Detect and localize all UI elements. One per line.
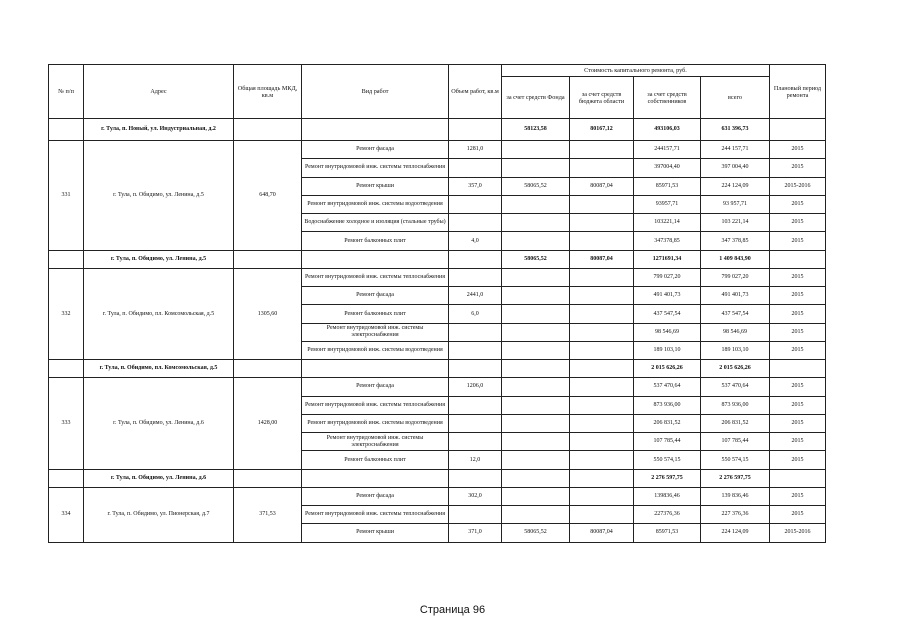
cost-total: 491 401,73 xyxy=(701,287,770,305)
cost-own: 437 547,54 xyxy=(634,305,701,323)
subtotal-address: г. Тула, п. Обидимо, ул. Ленина, д.6 xyxy=(84,469,234,487)
cost-own: 103221,14 xyxy=(634,214,701,232)
subtotal-own: 2 276 597,75 xyxy=(634,469,701,487)
cost-region xyxy=(570,195,634,213)
header-cost-group: Стоимость капитального ремонта, руб. xyxy=(502,65,770,77)
work-volume xyxy=(449,159,502,177)
header-address: Адрес xyxy=(84,65,234,119)
cost-region xyxy=(570,141,634,159)
repair-period: 2015 xyxy=(770,396,826,414)
cost-own: 93957,71 xyxy=(634,195,701,213)
header-num: № п/п xyxy=(49,65,84,119)
row-address: г. Тула, п. Обидимо, ул. Ленина, д.5 xyxy=(84,141,234,251)
cost-fund xyxy=(502,378,570,396)
repair-period: 2015 xyxy=(770,287,826,305)
repair-period: 2015 xyxy=(770,141,826,159)
cost-total: 537 470,64 xyxy=(701,378,770,396)
repair-period: 2015 xyxy=(770,506,826,524)
work-volume: 357,0 xyxy=(449,177,502,195)
cost-own: 537 470,64 xyxy=(634,378,701,396)
work-type: Ремонт внутридомовой инж. системы водоотведения xyxy=(302,195,449,213)
work-volume: 4,0 xyxy=(449,232,502,250)
cost-fund xyxy=(502,451,570,469)
row-address: г. Тула, п. Обидимо, ул. Пионерская, д.7 xyxy=(84,487,234,542)
work-volume xyxy=(449,506,502,524)
header-total: всего xyxy=(701,77,770,119)
work-volume: 1281,0 xyxy=(449,141,502,159)
table-row xyxy=(49,487,826,505)
work-type: Ремонт фасада xyxy=(302,487,449,505)
cost-fund xyxy=(502,341,570,359)
cost-region xyxy=(570,159,634,177)
work-volume xyxy=(449,341,502,359)
header-volume: Объем работ, кв.м xyxy=(449,65,502,119)
cost-fund xyxy=(502,159,570,177)
document-sheet xyxy=(48,64,822,543)
cost-fund xyxy=(502,323,570,341)
subtotal-own: 493106,03 xyxy=(634,119,701,141)
cost-fund xyxy=(502,506,570,524)
subtotal-total: 631 396,73 xyxy=(701,119,770,141)
cost-total: 437 547,54 xyxy=(701,305,770,323)
repair-period: 2015 xyxy=(770,433,826,451)
cost-total: 103 221,14 xyxy=(701,214,770,232)
cost-total: 139 836,46 xyxy=(701,487,770,505)
table-row xyxy=(49,378,826,396)
work-type: Ремонт внутридомовой инж. системы водоотведения xyxy=(302,414,449,432)
cost-total: 799 027,20 xyxy=(701,268,770,286)
cost-total: 189 103,10 xyxy=(701,341,770,359)
repair-period: 2015-2016 xyxy=(770,524,826,542)
subtotal-total: 1 409 843,90 xyxy=(701,250,770,268)
subtotal-fund: 58123,58 xyxy=(502,119,570,141)
subtotal-total: 2 015 626,26 xyxy=(701,360,770,378)
cost-total: 873 936,00 xyxy=(701,396,770,414)
row-address: г. Тула, п. Обидимо, пл. Комсомольская, д.5 xyxy=(84,268,234,359)
cost-fund xyxy=(502,287,570,305)
subtotal-region: 80087,04 xyxy=(570,250,634,268)
repair-period: 2015 xyxy=(770,232,826,250)
subtotal-own: 2 015 626,26 xyxy=(634,360,701,378)
cost-total: 107 785,44 xyxy=(701,433,770,451)
cost-region xyxy=(570,506,634,524)
work-type: Ремонт крыши xyxy=(302,177,449,195)
table-body xyxy=(49,119,826,543)
row-num: 333 xyxy=(49,378,84,469)
subtotal-row xyxy=(49,250,826,268)
cost-region xyxy=(570,305,634,323)
cost-fund xyxy=(502,487,570,505)
cost-total: 550 574,15 xyxy=(701,451,770,469)
repair-period: 2015 xyxy=(770,341,826,359)
capital-repair-table xyxy=(48,64,826,543)
repair-period: 2015 xyxy=(770,451,826,469)
repair-period: 2015 xyxy=(770,268,826,286)
header-region: за счет средств бюджета области xyxy=(570,77,634,119)
cost-fund xyxy=(502,232,570,250)
header-period: Плановый период ремонта xyxy=(770,65,826,119)
work-volume xyxy=(449,396,502,414)
row-area: 1428,00 xyxy=(234,378,302,469)
cost-total: 98 546,69 xyxy=(701,323,770,341)
subtotal-total: 2 276 597,75 xyxy=(701,469,770,487)
cost-region xyxy=(570,378,634,396)
work-type: Ремонт балконных плит xyxy=(302,232,449,250)
subtotal-row xyxy=(49,119,826,141)
work-type: Ремонт внутридомовой инж. системы теплоснабжения xyxy=(302,506,449,524)
work-type: Ремонт внутридомовой инж. системы теплоснабжения xyxy=(302,268,449,286)
cost-own: 550 574,15 xyxy=(634,451,701,469)
work-volume: 371,0 xyxy=(449,524,502,542)
cost-fund xyxy=(502,396,570,414)
table-row xyxy=(49,141,826,159)
repair-period: 2015 xyxy=(770,487,826,505)
cost-own: 189 103,10 xyxy=(634,341,701,359)
cost-total: 224 124,09 xyxy=(701,177,770,195)
row-address: г. Тула, п. Обидимо, ул. Ленина, д.6 xyxy=(84,378,234,469)
cost-region xyxy=(570,323,634,341)
cost-total: 347 378,85 xyxy=(701,232,770,250)
work-volume xyxy=(449,214,502,232)
cost-region: 80087,04 xyxy=(570,524,634,542)
subtotal-address: г. Тула, п. Обидимо, пл. Комсомольская, д.5 xyxy=(84,360,234,378)
subtotal-address: г. Тула, п. Обидимо, ул. Ленина, д.5 xyxy=(84,250,234,268)
cost-own: 139836,46 xyxy=(634,487,701,505)
cost-total: 206 831,52 xyxy=(701,414,770,432)
work-volume: 6,0 xyxy=(449,305,502,323)
repair-period: 2015 xyxy=(770,159,826,177)
subtotal-fund: 58065,52 xyxy=(502,250,570,268)
subtotal-own: 1271691,34 xyxy=(634,250,701,268)
cost-own: 227376,36 xyxy=(634,506,701,524)
work-type: Ремонт балконных плит xyxy=(302,451,449,469)
repair-period: 2015 xyxy=(770,214,826,232)
cost-fund xyxy=(502,195,570,213)
cost-fund: 58065,52 xyxy=(502,177,570,195)
cost-region xyxy=(570,268,634,286)
work-type: Ремонт внутридомовой инж. системы теплоснабжения xyxy=(302,159,449,177)
header-area: Общая площадь МКД, кв.м xyxy=(234,65,302,119)
work-type: Ремонт балконных плит xyxy=(302,305,449,323)
subtotal-fund xyxy=(502,469,570,487)
row-area: 371,53 xyxy=(234,487,302,542)
subtotal-address: г. Тула, п. Новый, ул. Индустриальная, д.2 xyxy=(84,119,234,141)
cost-region xyxy=(570,487,634,505)
row-num: 331 xyxy=(49,141,84,251)
work-volume xyxy=(449,268,502,286)
cost-fund xyxy=(502,414,570,432)
cost-own: 244157,71 xyxy=(634,141,701,159)
row-num: 332 xyxy=(49,268,84,359)
cost-total: 224 124,09 xyxy=(701,524,770,542)
work-volume: 12,0 xyxy=(449,451,502,469)
row-num: 334 xyxy=(49,487,84,542)
work-type: Ремонт фасада xyxy=(302,141,449,159)
cost-fund xyxy=(502,305,570,323)
work-type: Водоснабжение холодное и изоляция (стальные трубы) xyxy=(302,214,449,232)
cost-own: 347378,85 xyxy=(634,232,701,250)
page-number: Страница 96 xyxy=(419,604,486,616)
subtotal-fund xyxy=(502,360,570,378)
cost-own: 107 785,44 xyxy=(634,433,701,451)
cost-fund xyxy=(502,214,570,232)
cost-own: 491 401,73 xyxy=(634,287,701,305)
subtotal-row xyxy=(49,469,826,487)
cost-own: 799 027,20 xyxy=(634,268,701,286)
cost-own: 397004,40 xyxy=(634,159,701,177)
cost-own: 85971,53 xyxy=(634,177,701,195)
header-work-type: Вид работ xyxy=(302,65,449,119)
work-type: Ремонт внутридомовой инж. системы электроснабжения xyxy=(302,323,449,341)
repair-period: 2015 xyxy=(770,414,826,432)
subtotal-region xyxy=(570,360,634,378)
cost-region xyxy=(570,396,634,414)
subtotal-region xyxy=(570,469,634,487)
table-header xyxy=(49,65,826,119)
work-volume xyxy=(449,323,502,341)
work-type: Ремонт крыши xyxy=(302,524,449,542)
row-area: 648,70 xyxy=(234,141,302,251)
subtotal-row xyxy=(49,360,826,378)
repair-period: 2015 xyxy=(770,378,826,396)
cost-region xyxy=(570,232,634,250)
work-volume: 1206,0 xyxy=(449,378,502,396)
cost-total: 227 376,36 xyxy=(701,506,770,524)
cost-total: 244 157,71 xyxy=(701,141,770,159)
work-type: Ремонт внутридомовой инж. системы водоотведения xyxy=(302,341,449,359)
cost-own: 206 831,52 xyxy=(634,414,701,432)
row-area: 1305,60 xyxy=(234,268,302,359)
cost-own: 873 936,00 xyxy=(634,396,701,414)
cost-region xyxy=(570,451,634,469)
work-type: Ремонт фасада xyxy=(302,287,449,305)
cost-total: 93 957,71 xyxy=(701,195,770,213)
table-row xyxy=(49,268,826,286)
cost-region xyxy=(570,433,634,451)
repair-period: 2015 xyxy=(770,195,826,213)
cost-region xyxy=(570,214,634,232)
subtotal-region: 80167,12 xyxy=(570,119,634,141)
cost-fund xyxy=(502,433,570,451)
cost-fund xyxy=(502,268,570,286)
work-type: Ремонт внутридомовой инж. системы электроснабжения xyxy=(302,433,449,451)
cost-region xyxy=(570,341,634,359)
repair-period: 2015-2016 xyxy=(770,177,826,195)
cost-total: 397 004,40 xyxy=(701,159,770,177)
work-volume: 2441,0 xyxy=(449,287,502,305)
cost-own: 85971,53 xyxy=(634,524,701,542)
repair-period: 2015 xyxy=(770,323,826,341)
work-volume xyxy=(449,414,502,432)
header-own: за счет средств собственников xyxy=(634,77,701,119)
cost-fund: 58065,52 xyxy=(502,524,570,542)
work-volume xyxy=(449,433,502,451)
work-volume: 302,0 xyxy=(449,487,502,505)
cost-fund xyxy=(502,141,570,159)
cost-region: 80087,04 xyxy=(570,177,634,195)
work-type: Ремонт внутридомовой инж. системы теплоснабжения xyxy=(302,396,449,414)
cost-region xyxy=(570,287,634,305)
work-volume xyxy=(449,195,502,213)
repair-period: 2015 xyxy=(770,305,826,323)
header-fund: за счет средств Фонда xyxy=(502,77,570,119)
work-type: Ремонт фасада xyxy=(302,378,449,396)
cost-own: 98 546,69 xyxy=(634,323,701,341)
cost-region xyxy=(570,414,634,432)
